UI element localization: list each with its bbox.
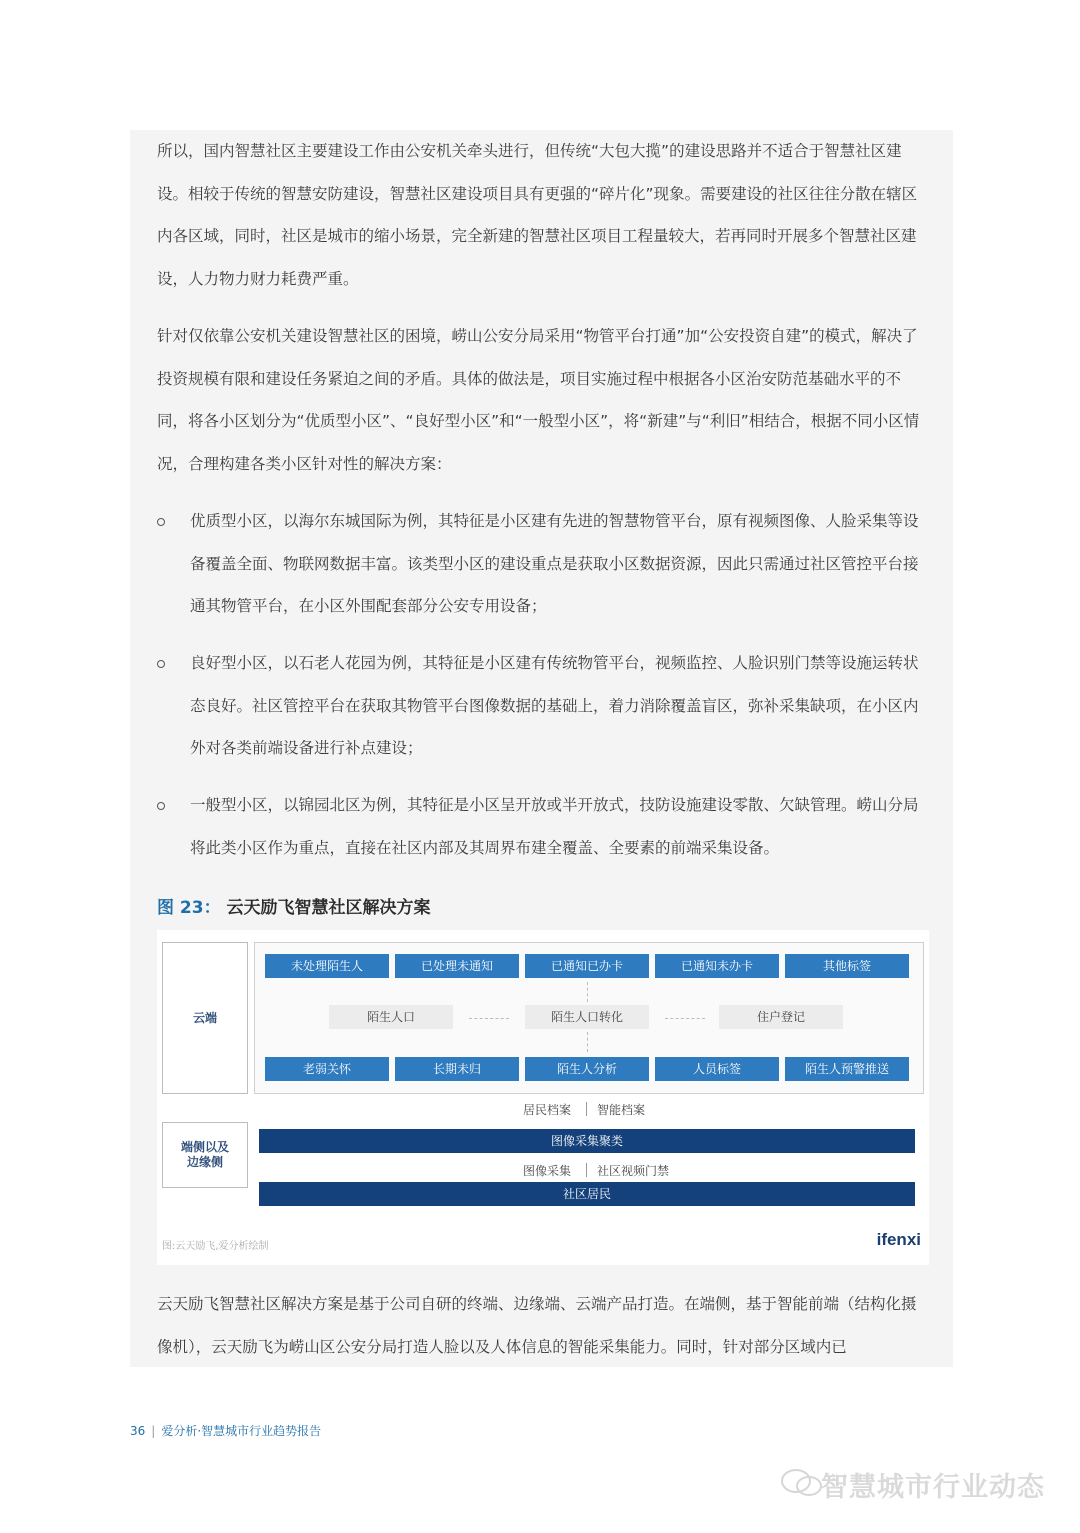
bullet-item: 良好型小区，以石老人花园为例，其特征是小区建有传统物管平台，视频监控、人脸识别门禁等设施运转状态良好。社区管控平台在获取其物管平台图像数据的基础上，着力消除覆盖盲区，弥补采集缺项，在小区内外对各类前端设备进行补点建设；	[190, 654, 919, 757]
connector-line	[469, 1018, 509, 1019]
wechat-icon	[780, 1468, 824, 1498]
brand-logo: ifenxi	[876, 1230, 921, 1249]
footer-title: 爱分析·智慧城市行业趋势报告	[161, 1424, 322, 1438]
bullet-item: 优质型小区，以海尔东城国际为例，其特征是小区建有先进的智慧物管平台，原有视频图像、人脸采集等设备覆盖全面、物联网数据丰富。该类型小区的建设重点是获取小区数据资源，因此只需通过社区管控平台接通其物管平台，在小区外围配套部分公安专用设备；	[190, 512, 919, 615]
edge-label-line: 端侧以及	[180, 1140, 229, 1154]
watermark: 智慧城市行业动态	[821, 1472, 1045, 1503]
middle-right-node: 住户登记	[719, 1005, 843, 1029]
connector-line	[665, 1018, 705, 1019]
capture-left-label: 图像采集	[523, 1164, 572, 1178]
paragraph-1: 所以，国内智慧社区主要建设工作由公安机关牵头进行，但传统“大包大揽”的建设思路并不适合于智慧社区建设。相较于传统的智慧安防建设，智慧社区建设项目具有更强的“碎片化”现象。需要建设的社区往往分散在辖区内各区域，同时，社区是城市的缩小场景，完全新建的智慧社区项目工程量较大，若再同时开展多个智慧社区建设，人力物力财力耗费严重。	[157, 142, 918, 288]
image-capture-cluster-bar: 图像采集聚类	[259, 1129, 915, 1153]
figure-number: 图 23：	[157, 898, 221, 918]
bullet-marker	[157, 518, 165, 526]
community-residents-bar: 社区居民	[259, 1182, 915, 1206]
figure-caption: 图:云天励飞,爱分析绘制	[162, 1241, 269, 1252]
middle-left-node: 陌生人口	[329, 1005, 453, 1029]
bottom-tag: 老弱关怀	[265, 1057, 389, 1081]
bullet-item: 一般型小区，以锦园北区为例，其特征是小区呈开放或半开放式，技防设施建设零散、欠缺管理。崂山分局将此类小区作为重点，直接在社区内部及其周界布建全覆盖、全要素的前端采集设备。	[190, 796, 919, 857]
top-tag: 已通知已办卡	[525, 954, 649, 978]
page-number: 36	[130, 1424, 146, 1438]
solution-diagram	[157, 930, 929, 1265]
edge-label	[181, 1140, 229, 1170]
closing-paragraph: 云天励飞智慧社区解决方案是基于公司自研的终端、边缘端、云端产品打造。在端侧，基于智能前端（结构化摄像机），云天励飞为崂山区公安分局打造人脸以及人体信息的智能采集能力。同时，针对部分区域内已	[157, 1295, 917, 1356]
cloud-label: 云端	[192, 1010, 217, 1025]
middle-center-node: 陌生人口转化	[525, 1005, 649, 1029]
paragraph-2: 针对仅依靠公安机关建设智慧社区的困境，崂山公安分局采用“物管平台打通”加“公安投资自建”的模式，解决了投资规模有限和建设任务紧迫之间的矛盾。具体的做法是，项目实施过程中根据各小区治安防范基础水平的不同，将各小区划分为“优质型小区”、“良好型小区”和“一般型小区”，将“新建”与“利旧”相结合，根据不同小区情况，合理构建各类小区针对性的解决方案：	[157, 327, 920, 473]
archive-right-label: 智能档案	[597, 1103, 646, 1117]
page-footer	[130, 1422, 321, 1439]
capture-right-label: 社区视频门禁	[597, 1164, 670, 1178]
top-tag: 已处理未通知	[395, 954, 519, 978]
bullet-marker	[157, 802, 165, 810]
separator	[586, 1163, 587, 1177]
figure-title	[157, 893, 431, 918]
bottom-tag: 人员标签	[655, 1057, 779, 1081]
edge-label-box	[162, 1122, 248, 1188]
separator	[586, 1102, 587, 1116]
top-tag: 其他标签	[785, 954, 909, 978]
bottom-tag: 陌生人预警推送	[785, 1057, 909, 1081]
bottom-tag: 陌生人分析	[525, 1057, 649, 1081]
figure-title-text: 云天励飞智慧社区解决方案	[226, 898, 431, 918]
cloud-label-box	[162, 942, 248, 1094]
footer-divider: |	[151, 1424, 156, 1438]
bullet-marker	[157, 660, 165, 668]
top-tag: 未处理陌生人	[265, 954, 389, 978]
top-tag: 已通知未办卡	[655, 954, 779, 978]
connector-line	[587, 1032, 588, 1052]
bottom-tag: 长期未归	[395, 1057, 519, 1081]
connector-line	[587, 982, 588, 1002]
archive-left-label: 居民档案	[523, 1103, 572, 1117]
edge-label-line: 边缘侧	[186, 1155, 223, 1169]
